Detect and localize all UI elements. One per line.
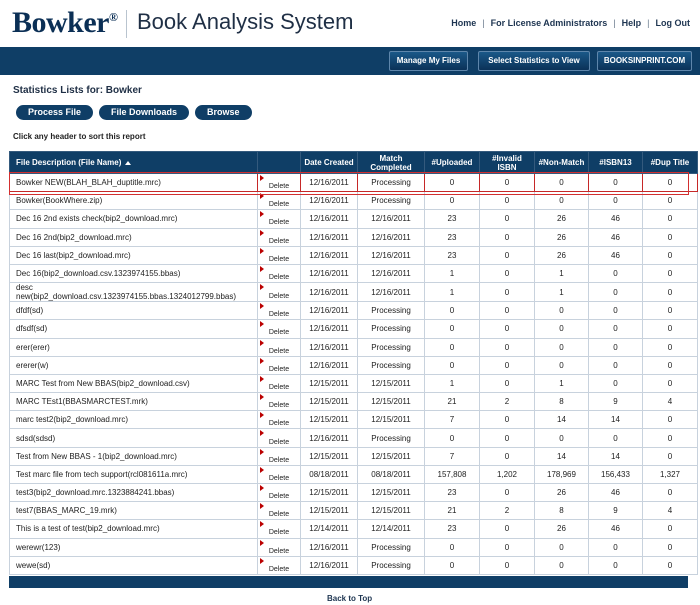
table-cell: 12/16/2011 xyxy=(358,264,425,282)
table-cell: 26 xyxy=(535,520,589,538)
table-row[interactable] xyxy=(10,502,698,520)
table-cell: 0 xyxy=(535,356,589,374)
delete-link[interactable] xyxy=(258,374,301,392)
table-cell: 1 xyxy=(425,264,480,282)
delete-arrow-icon xyxy=(260,521,264,527)
col-uploaded[interactable]: #Uploaded xyxy=(425,152,480,174)
file-description-cell: marc test2(bip2_download.mrc) xyxy=(10,411,258,429)
table-cell: 26 xyxy=(535,246,589,264)
logo-divider xyxy=(126,10,127,38)
table-cell: 0 xyxy=(589,302,643,320)
table-cell: 12/16/2011 xyxy=(301,302,358,320)
table-cell: 0 xyxy=(643,283,698,302)
table-cell: 12/16/2011 xyxy=(358,283,425,302)
table-cell: 1 xyxy=(535,374,589,392)
delete-arrow-icon xyxy=(260,430,264,436)
table-row[interactable] xyxy=(10,374,698,392)
table-row[interactable] xyxy=(10,520,698,538)
delete-arrow-icon xyxy=(260,248,264,254)
table-cell: 0 xyxy=(535,174,589,192)
delete-link[interactable] xyxy=(258,411,301,429)
delete-arrow-icon xyxy=(260,558,264,564)
table-cell: 0 xyxy=(589,192,643,210)
statistics-table-wrap xyxy=(9,151,688,575)
delete-arrow-icon xyxy=(260,376,264,382)
table-cell: 12/16/2011 xyxy=(301,356,358,374)
link-separator: | xyxy=(482,18,485,28)
table-cell: 0 xyxy=(480,246,535,264)
table-cell: 23 xyxy=(425,210,480,228)
delete-arrow-icon xyxy=(260,485,264,491)
delete-label: Delete xyxy=(268,255,290,263)
delete-arrow-icon xyxy=(260,412,264,418)
table-cell: 0 xyxy=(643,338,698,356)
table-cell: 08/18/2011 xyxy=(301,465,358,483)
file-description-cell: Bowker(BookWhere.zip) xyxy=(10,192,258,210)
file-description-cell: Test marc file from tech support(rcl081611a.mrc) xyxy=(10,465,258,483)
table-cell: 12/14/2011 xyxy=(301,520,358,538)
table-header-row xyxy=(10,152,698,174)
table-footer-bar xyxy=(9,576,688,588)
app-title: Book Analysis System xyxy=(137,9,354,34)
table-cell: 23 xyxy=(425,484,480,502)
table-cell: 0 xyxy=(643,520,698,538)
delete-arrow-icon xyxy=(260,394,264,400)
table-cell: Processing xyxy=(358,556,425,574)
table-cell: 0 xyxy=(589,264,643,282)
file-description-cell: MARC Test from New BBAS(bip2_download.csv) xyxy=(10,374,258,392)
table-cell: 12/16/2011 xyxy=(358,246,425,264)
table-cell: 0 xyxy=(589,174,643,192)
table-row[interactable] xyxy=(10,484,698,502)
logout-link[interactable]: Log Out xyxy=(655,18,690,28)
delete-link[interactable] xyxy=(258,338,301,356)
table-cell: 12/16/2011 xyxy=(301,538,358,556)
table-cell: 0 xyxy=(589,338,643,356)
table-cell: 9 xyxy=(589,502,643,520)
table-cell: 0 xyxy=(535,556,589,574)
file-description-cell: erer(erer) xyxy=(10,338,258,356)
table-cell: 0 xyxy=(425,338,480,356)
col-match-completed[interactable]: Match Completed xyxy=(358,152,425,174)
table-row[interactable] xyxy=(10,538,698,556)
table-cell: 12/16/2011 xyxy=(301,283,358,302)
table-cell: 0 xyxy=(535,429,589,447)
delete-arrow-icon xyxy=(260,358,264,364)
table-cell: 23 xyxy=(425,228,480,246)
table-cell: 12/15/2011 xyxy=(358,484,425,502)
col-file-description[interactable]: File Description (File Name) xyxy=(10,152,258,174)
table-row[interactable] xyxy=(10,447,698,465)
table-cell: 0 xyxy=(425,429,480,447)
table-cell: 0 xyxy=(480,264,535,282)
link-separator: | xyxy=(647,18,650,28)
delete-arrow-icon xyxy=(260,340,264,346)
delete-label: Delete xyxy=(268,365,290,373)
col-dup-title[interactable]: #Dup Title xyxy=(643,152,698,174)
delete-label: Delete xyxy=(268,311,290,319)
statistics-table xyxy=(9,151,698,575)
table-cell: 12/16/2011 xyxy=(301,210,358,228)
table-cell: 0 xyxy=(589,538,643,556)
table-row[interactable] xyxy=(10,338,698,356)
table-cell: 12/14/2011 xyxy=(358,520,425,538)
file-description-cell: Dec 16 last(bip2_download.mrc) xyxy=(10,246,258,264)
table-cell: 0 xyxy=(535,538,589,556)
delete-label: Delete xyxy=(268,474,290,482)
table-cell: 0 xyxy=(480,283,535,302)
table-cell: Processing xyxy=(358,320,425,338)
table-cell: 0 xyxy=(480,228,535,246)
table-cell: 23 xyxy=(425,520,480,538)
table-cell: 157,808 xyxy=(425,465,480,483)
delete-label: Delete xyxy=(268,402,290,410)
table-cell: 8 xyxy=(535,393,589,411)
table-cell: 46 xyxy=(589,246,643,264)
delete-arrow-icon xyxy=(260,303,264,309)
table-cell: 4 xyxy=(643,393,698,411)
selected-row-highlight xyxy=(9,172,689,195)
table-cell: Processing xyxy=(358,174,425,192)
table-cell: 0 xyxy=(535,338,589,356)
delete-label: Delete xyxy=(268,292,290,300)
delete-link[interactable] xyxy=(258,228,301,246)
table-cell: 12/16/2011 xyxy=(301,556,358,574)
table-cell: 0 xyxy=(425,556,480,574)
col-non-match[interactable]: #Non-Match xyxy=(535,152,589,174)
table-row[interactable] xyxy=(10,465,698,483)
table-cell: 8 xyxy=(535,502,589,520)
select-statistics-button[interactable]: Select Statistics to View xyxy=(478,51,590,71)
back-to-top-link[interactable]: Back to Top xyxy=(327,594,373,603)
table-cell: 0 xyxy=(643,374,698,392)
table-cell: Processing xyxy=(358,538,425,556)
bowker-logo[interactable]: Bowker® xyxy=(12,6,118,39)
nav-bar xyxy=(0,47,700,75)
file-description-cell: This is a test of test(bip2_download.mrc) xyxy=(10,520,258,538)
table-row[interactable] xyxy=(10,210,698,228)
table-cell: 0 xyxy=(589,374,643,392)
delete-link[interactable] xyxy=(258,538,301,556)
page-title: Statistics Lists for: Bowker xyxy=(13,85,142,96)
table-cell: 1 xyxy=(425,283,480,302)
table-cell: 46 xyxy=(589,210,643,228)
file-description-cell: dfdf(sd) xyxy=(10,302,258,320)
table-row[interactable] xyxy=(10,228,698,246)
delete-label: Delete xyxy=(268,219,290,227)
table-cell: 1,327 xyxy=(643,465,698,483)
table-cell: 0 xyxy=(480,374,535,392)
table-cell: 0 xyxy=(425,302,480,320)
table-row[interactable] xyxy=(10,320,698,338)
table-cell: 1,202 xyxy=(480,465,535,483)
delete-arrow-icon xyxy=(260,266,264,272)
table-cell: 0 xyxy=(425,174,480,192)
table-cell: 0 xyxy=(480,520,535,538)
table-cell: 14 xyxy=(535,411,589,429)
table-cell: 0 xyxy=(480,320,535,338)
table-cell: 46 xyxy=(589,520,643,538)
table-cell: 46 xyxy=(589,228,643,246)
delete-label: Delete xyxy=(268,511,290,519)
table-cell: 0 xyxy=(535,192,589,210)
file-description-cell: test7(BBAS_MARC_19.mrk) xyxy=(10,502,258,520)
table-cell: 0 xyxy=(643,264,698,282)
table-cell: 0 xyxy=(643,429,698,447)
delete-link[interactable] xyxy=(258,556,301,574)
table-cell: 0 xyxy=(535,320,589,338)
delete-label: Delete xyxy=(268,438,290,446)
table-cell: 156,433 xyxy=(589,465,643,483)
table-cell: 12/16/2011 xyxy=(358,228,425,246)
table-cell: 0 xyxy=(589,556,643,574)
table-cell: 21 xyxy=(425,502,480,520)
delete-arrow-icon xyxy=(260,540,264,546)
process-file-button[interactable]: Process File xyxy=(16,105,93,120)
table-cell: 12/15/2011 xyxy=(358,447,425,465)
table-cell: 0 xyxy=(589,429,643,447)
delete-link[interactable] xyxy=(258,502,301,520)
delete-arrow-icon xyxy=(260,449,264,455)
table-cell: 12/16/2011 xyxy=(301,174,358,192)
table-cell: 0 xyxy=(643,174,698,192)
table-cell: 46 xyxy=(589,484,643,502)
booksinprint-button[interactable]: BOOKSINPRINT.COM xyxy=(597,51,692,71)
file-description-cell: sdsd(sdsd) xyxy=(10,429,258,447)
delete-label: Delete xyxy=(268,383,290,391)
table-cell: 0 xyxy=(480,302,535,320)
table-cell: 12/15/2011 xyxy=(358,374,425,392)
action-buttons xyxy=(16,105,252,120)
table-cell: 12/15/2011 xyxy=(301,502,358,520)
delete-label: Delete xyxy=(268,456,290,464)
sort-hint: Click any header to sort this report xyxy=(13,132,146,141)
delete-arrow-icon xyxy=(260,503,264,509)
table-cell: 7 xyxy=(425,411,480,429)
file-description-cell: dfsdf(sd) xyxy=(10,320,258,338)
file-description-cell: Dec 16 2nd(bip2_download.mrc) xyxy=(10,228,258,246)
table-body xyxy=(10,174,698,575)
help-link[interactable]: Help xyxy=(621,18,642,28)
table-cell: 12/16/2011 xyxy=(301,228,358,246)
file-description-cell: test3(bip2_download.mrc.1323884241.bbas) xyxy=(10,484,258,502)
table-cell: 0 xyxy=(480,556,535,574)
table-row[interactable] xyxy=(10,264,698,282)
table-row[interactable] xyxy=(10,411,698,429)
table-cell: 12/15/2011 xyxy=(301,447,358,465)
file-description-cell: Dec 16 2nd exists check(bip2_download.mrc) xyxy=(10,210,258,228)
table-cell: Processing xyxy=(358,192,425,210)
delete-link[interactable] xyxy=(258,465,301,483)
table-cell: 0 xyxy=(480,538,535,556)
table-cell: 0 xyxy=(643,246,698,264)
table-cell: 26 xyxy=(535,484,589,502)
table-cell: 23 xyxy=(425,246,480,264)
delete-label: Delete xyxy=(268,565,290,573)
top-links xyxy=(451,18,690,28)
table-cell: 1 xyxy=(425,374,480,392)
table-cell: 2 xyxy=(480,393,535,411)
table-cell: 12/16/2011 xyxy=(301,246,358,264)
table-cell: 26 xyxy=(535,228,589,246)
table-cell: 0 xyxy=(480,174,535,192)
file-description-cell: ererer(w) xyxy=(10,356,258,374)
table-cell: 12/16/2011 xyxy=(301,320,358,338)
col-date-created[interactable]: Date Created xyxy=(301,152,358,174)
table-cell: 0 xyxy=(643,484,698,502)
table-cell: 0 xyxy=(480,484,535,502)
delete-link[interactable] xyxy=(258,302,301,320)
table-cell: 08/18/2011 xyxy=(358,465,425,483)
table-cell: 0 xyxy=(643,447,698,465)
table-cell: 0 xyxy=(589,356,643,374)
file-description-cell: desc new(bip2_download.csv.1323974155.bbas.1324012799.bbas) xyxy=(10,283,258,302)
table-cell: 12/16/2011 xyxy=(301,264,358,282)
table-cell: 0 xyxy=(425,356,480,374)
table-cell: 0 xyxy=(480,192,535,210)
table-cell: 0 xyxy=(480,210,535,228)
delete-arrow-icon xyxy=(260,321,264,327)
table-cell: 12/15/2011 xyxy=(358,502,425,520)
table-cell: 12/15/2011 xyxy=(358,411,425,429)
col-delete xyxy=(258,152,301,174)
table-row[interactable] xyxy=(10,556,698,574)
table-cell: 0 xyxy=(643,210,698,228)
header xyxy=(0,0,700,47)
table-cell: 178,969 xyxy=(535,465,589,483)
table-cell: 0 xyxy=(480,338,535,356)
file-description-cell: Bowker NEW(BLAH_BLAH_duptitle.mrc) xyxy=(10,174,258,192)
table-cell: 14 xyxy=(589,447,643,465)
home-link[interactable]: Home xyxy=(451,18,477,28)
delete-arrow-icon xyxy=(260,230,264,236)
col-isbn13[interactable]: #ISBN13 xyxy=(589,152,643,174)
table-row[interactable] xyxy=(10,356,698,374)
table-cell: 12/15/2011 xyxy=(358,393,425,411)
table-row[interactable] xyxy=(10,283,698,302)
delete-link[interactable] xyxy=(258,210,301,228)
table-cell: 12/16/2011 xyxy=(301,429,358,447)
delete-label: Delete xyxy=(268,329,290,337)
delete-label: Delete xyxy=(268,201,290,209)
table-cell: Processing xyxy=(358,356,425,374)
table-cell: 12/16/2011 xyxy=(301,192,358,210)
delete-label: Delete xyxy=(268,547,290,555)
table-cell: 7 xyxy=(425,447,480,465)
table-row[interactable] xyxy=(10,246,698,264)
table-cell: 0 xyxy=(535,302,589,320)
table-cell: 0 xyxy=(643,228,698,246)
delete-label: Delete xyxy=(268,237,290,245)
table-cell: 12/16/2011 xyxy=(358,210,425,228)
table-cell: 21 xyxy=(425,393,480,411)
delete-link[interactable] xyxy=(258,320,301,338)
manage-files-button[interactable]: Manage My Files xyxy=(389,51,468,71)
delete-label: Delete xyxy=(268,347,290,355)
delete-arrow-icon xyxy=(260,211,264,217)
table-row[interactable] xyxy=(10,429,698,447)
table-cell: 0 xyxy=(643,302,698,320)
table-cell: 0 xyxy=(480,356,535,374)
table-row[interactable] xyxy=(10,393,698,411)
delete-arrow-icon xyxy=(260,467,264,473)
col-invalid-isbn[interactable]: #Invalid ISBN xyxy=(480,152,535,174)
table-cell: 0 xyxy=(480,447,535,465)
delete-link[interactable] xyxy=(258,429,301,447)
delete-link[interactable] xyxy=(258,264,301,282)
table-cell: 0 xyxy=(643,538,698,556)
table-cell: Processing xyxy=(358,429,425,447)
table-cell: 0 xyxy=(643,556,698,574)
delete-link[interactable] xyxy=(258,520,301,538)
table-cell: 0 xyxy=(480,411,535,429)
delete-label: Delete xyxy=(268,529,290,537)
table-cell: 0 xyxy=(425,538,480,556)
link-separator: | xyxy=(613,18,616,28)
table-cell: 12/15/2011 xyxy=(301,374,358,392)
table-cell: 4 xyxy=(643,502,698,520)
table-cell: 0 xyxy=(425,320,480,338)
table-cell: 14 xyxy=(535,447,589,465)
table-cell: 12/15/2011 xyxy=(301,393,358,411)
file-description-cell: MARC TEst1(BBASMARCTEST.mrk) xyxy=(10,393,258,411)
delete-link[interactable] xyxy=(258,246,301,264)
file-description-cell: Test from New BBAS - 1(bip2_download.mrc) xyxy=(10,447,258,465)
delete-label: Delete xyxy=(268,183,290,191)
delete-link[interactable] xyxy=(258,484,301,502)
delete-label: Delete xyxy=(268,420,290,428)
table-cell: Processing xyxy=(358,338,425,356)
table-cell: 0 xyxy=(643,356,698,374)
delete-link[interactable] xyxy=(258,283,301,302)
table-cell: 14 xyxy=(589,411,643,429)
table-cell: 0 xyxy=(643,192,698,210)
table-cell: 1 xyxy=(535,264,589,282)
table-cell: 0 xyxy=(589,283,643,302)
delete-link[interactable] xyxy=(258,393,301,411)
table-cell: 0 xyxy=(480,429,535,447)
table-cell: 9 xyxy=(589,393,643,411)
table-cell: 2 xyxy=(480,502,535,520)
delete-label: Delete xyxy=(268,274,290,282)
browse-button[interactable]: Browse xyxy=(195,105,252,120)
table-cell: 0 xyxy=(425,192,480,210)
table-cell: 26 xyxy=(535,210,589,228)
delete-link[interactable] xyxy=(258,356,301,374)
delete-arrow-icon xyxy=(260,284,264,290)
table-cell: 1 xyxy=(535,283,589,302)
file-description-cell: wewe(sd) xyxy=(10,556,258,574)
table-cell: Processing xyxy=(358,302,425,320)
table-row[interactable] xyxy=(10,302,698,320)
file-description-cell: Dec 16(bip2_download.csv.1323974155.bbas) xyxy=(10,264,258,282)
delete-label: Delete xyxy=(268,493,290,501)
file-description-cell: werewr(123) xyxy=(10,538,258,556)
table-cell: 12/16/2011 xyxy=(301,338,358,356)
file-downloads-button[interactable]: File Downloads xyxy=(99,105,189,120)
delete-link[interactable] xyxy=(258,447,301,465)
table-cell: 0 xyxy=(589,320,643,338)
table-cell: 0 xyxy=(643,320,698,338)
sort-asc-icon xyxy=(125,161,131,165)
table-cell: 12/15/2011 xyxy=(301,484,358,502)
table-cell: 0 xyxy=(643,411,698,429)
table-cell: 12/15/2011 xyxy=(301,411,358,429)
license-admin-link[interactable]: For License Administrators xyxy=(490,18,608,28)
